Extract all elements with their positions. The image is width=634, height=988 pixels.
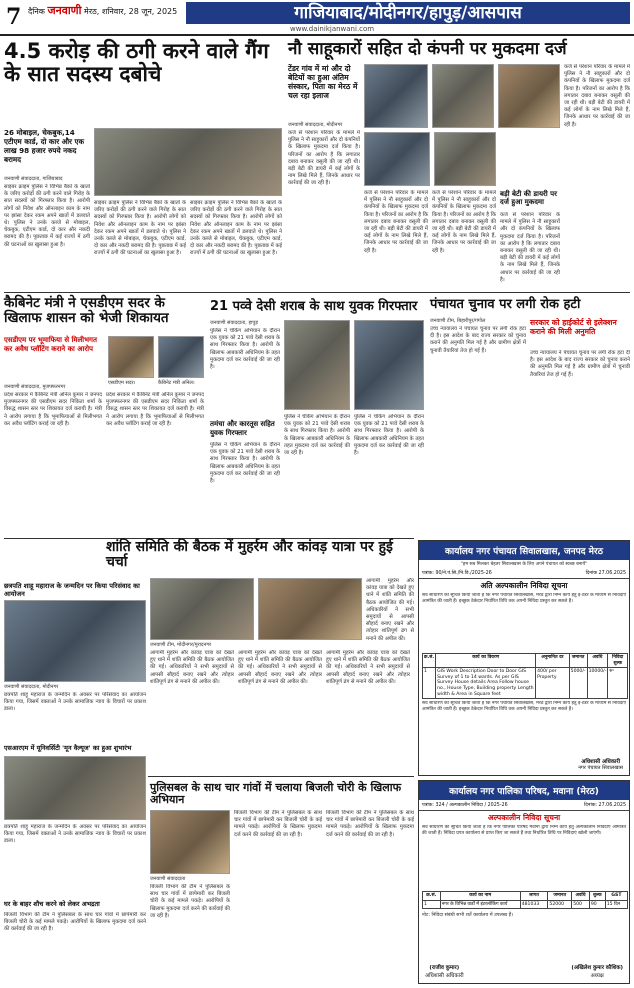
byline: जनवाणी टीम, बिहारीपुर/गंगोल — [430, 318, 486, 324]
headline: पंचायत चुनाव पर लगी रोक हटी — [430, 297, 581, 312]
subhead: एसडीएम पर भूमाफिया से मिलीभगत कर अवैध प्लॉटिंग कराने का आरोप — [4, 336, 97, 353]
byline: जनवाणी संवाददाता — [150, 876, 186, 882]
article-body: आगामी मुहर्रम और कांवड़ यात्रा को देखते हुए थाने में शांति समिति की बैठक आयोजित की गई। अधिकारियों ने सभी समुदायों से आपसी सौहार्द बनाए रखने और त्योहार शांतिपूर्ण ढंग से मनाने की अपील की। — [326, 650, 410, 685]
table-cell: 481033 — [520, 900, 548, 909]
table-row — [423, 900, 628, 909]
article-body: उच्च न्यायालय ने पंचायत चुनाव पर लगी रोक हटा दी है। इस आदेश के बाद राज्य सरकार को चुनाव कराने की अनुमति मिल गई है और ग्रामीण क्षेत्रों में चुनावी तैयारियां तेज हो गई हैं। — [530, 350, 630, 378]
byline: जनवाणी संवाददाता, हापुड़ — [210, 320, 258, 326]
minister-photo — [158, 336, 204, 378]
table-cell: 400/ per Property — [536, 668, 570, 699]
headline: शांति समिति की बैठक में मुहर्रम और कांवड़ यात्रा पर हुई चर्चा — [106, 539, 393, 571]
article-body: कर्ज से परेशान परिवार के मामले में पुलिस ने नौ साहूकारों और दो कंपनियों के खिलाफ मुकदमा दर्ज किया है। परिजनों का आरोप है कि लगातार दबाव बनाकर वसूली की जा रही थी। बड़ी बेटी की डायरी में कई लोगों के नाम लिखे मिले हैं, जिनके आधार पर कार्रवाई की जा रही है। — [564, 64, 630, 128]
news-photo — [150, 578, 254, 640]
article-body: साइबर क्राइम पुलिस ने विभिन्न बैंकों के खातों के जरिए करोड़ों की ठगी करने वाले गिरोह के सात सदस्यों को गिरफ्तार किया है। आरोपी लोगों को निवेश और ऑनलाइन काम के नाम पर झांसा देकर रकम अपने खातों में डलवाते थे। पुलिस ने उनके कब्जे से मोबाइल, चेकबुक, एटीएम कार्ड, दो कार और नकदी बरामद की है। पूछताछ में कई राज्यों में ठगी की घटनाओं का खुलासा हुआ है। — [4, 184, 90, 248]
article-body: आगामी मुहर्रम और कांवड़ यात्रा को देखते हुए थाने में शांति समिति की बैठक आयोजित की गई। अधिकारियों ने सभी समुदायों से आपसी सौहार्द बनाए रखने और त्योहार शांतिपूर्ण ढंग से मनाने की अपील की। — [366, 578, 414, 642]
photo-caption: कैबिनेट मंत्री अनिल। — [158, 380, 195, 386]
article-body: साइबर क्राइम पुलिस ने विभिन्न बैंकों के खातों के जरिए करोड़ों की ठगी करने वाले गिरोह के सात सदस्यों को गिरफ्तार किया है। आरोपी लोगों को निवेश और ऑनलाइन काम के नाम पर झांसा देकर रकम अपने खातों में डलवाते थे। पुलिस ने उनके कब्जे से मोबाइल, चेकबुक, एटीएम कार्ड, दो कार और नकदी बरामद की है। पूछताछ में कई राज्यों में ठगी की घटनाओं का खुलासा हुआ है। — [190, 200, 282, 257]
notice-subtitle: अति अल्पकालीन निविदा सूचना — [480, 581, 568, 590]
table-cell: 1 — [423, 900, 441, 909]
byline: जनवाणी संवाददाता, मुजफ्फरनगर — [4, 384, 66, 390]
table-header: जमानत — [569, 654, 587, 668]
article-body: पुलिस ने चेकिंग अभियान के दौरान एक युवक को 21 पव्वे देसी शराब के साथ गिरफ्तार किया है। आरोपी के खिलाफ आबकारी अधिनियम के तहत मुकदमा दर्ज कर कार्रवाई की जा रही है। — [284, 414, 350, 457]
article-body: कर्ज से परेशान परिवार के मामले में पुलिस ने नौ साहूकारों और दो कंपनियों के खिलाफ मुकदमा दर्ज किया है। परिजनों का आरोप है कि लगातार दबाव बनाकर वसूली की जा रही थी। बड़ी बेटी की डायरी में कई लोगों के नाम लिखे मिले हैं, जिनके आधार पर कार्रवाई की जा रही है। — [288, 130, 360, 187]
byline: जनवाणी संवाददाता, गाजियाबाद — [4, 176, 63, 182]
article-body: कर्ज से परेशान परिवार के मामले में पुलिस ने नौ साहूकारों और दो कंपनियों के खिलाफ मुकदमा दर्ज किया है। परिजनों का आरोप है कि लगातार दबाव बनाकर वसूली की जा रही थी। बड़ी बेटी की डायरी में कई लोगों के नाम लिखे मिले हैं, जिनके आधार पर कार्रवाई की जा रही है। — [364, 190, 428, 254]
signature-block — [571, 963, 623, 979]
article-body: छत्रपति शाहू महाराज के जन्मदिन के अवसर पर परिसंवाद का आयोजन किया गया, जिसमें वक्ताओं ने उनके सामाजिक न्याय के विचारों पर प्रकाश डाला। — [4, 824, 146, 845]
subhead: सरकार को हाईकोर्ट से इलेक्शन कराने की मिली अनुमति — [530, 318, 617, 336]
paper-title: जनवाणी — [47, 4, 82, 17]
headline: कैबिनेट मंत्री ने एसडीएम सदर के खिलाफ शासन को भेजी शिकायत — [4, 295, 169, 326]
signature-name: (अखिलेश कुमार कौशिक) — [571, 965, 623, 971]
table-header: अनुमानित दर — [536, 654, 570, 668]
table-cell: 52000 — [548, 900, 572, 909]
signature-org: नगर पंचायत सिवालखास — [578, 765, 623, 771]
notice-meta — [419, 800, 629, 811]
signature-role: अध्यक्ष — [590, 973, 604, 979]
signature-role: अधिशासी अधिकारी — [425, 973, 464, 979]
article-body: बिजली विभाग की टीम ने पुलिसबल के साथ चार गांवों में छापेमारी कर बिजली चोरी के कई मामले पकड़े। आरोपियों के खिलाफ मुकदमा दर्ज करने की कार्रवाई की जा रही है। — [234, 810, 322, 838]
article-body: साइबर क्राइम पुलिस ने विभिन्न बैंकों के खातों के जरिए करोड़ों की ठगी करने वाले गिरोह के सात सदस्यों को गिरफ्तार किया है। आरोपी लोगों को निवेश और ऑनलाइन काम के नाम पर झांसा देकर रकम अपने खातों में डलवाते थे। पुलिस ने उनके कब्जे से मोबाइल, चेकबुक, एटीएम कार्ड, दो कार और नकदी बरामद की है। पूछताछ में कई राज्यों में ठगी की घटनाओं का खुलासा हुआ है। — [94, 200, 186, 257]
table-row — [423, 668, 628, 699]
subhead: टेंडर गांव में मां और दो बेटियों का हुआ अंतिम संस्कार, पिता का मेरठ में चल रहा इलाज — [288, 64, 358, 100]
story-thagi — [4, 40, 282, 85]
table-header: जमानत — [548, 892, 572, 901]
article-body: पुलिस ने चेकिंग अभियान के दौरान एक युवक को 21 पव्वे देसी शराब के साथ गिरफ्तार किया है। आरोपी के खिलाफ आबकारी अधिनियम के तहत मुकदमा दर्ज कर कार्रवाई की जा रही है। — [210, 442, 280, 485]
subhead: बड़ी बेटी की डायरी पर दर्ज हुआ मुकदमा — [500, 190, 557, 206]
tender-notice-mawana — [418, 780, 630, 984]
table-header: कार्य का विवरण — [436, 654, 536, 668]
newspaper-name — [28, 6, 177, 16]
table-header-row — [423, 892, 628, 901]
news-photo — [364, 64, 428, 128]
signature-title: अधिशासी अधिकारी — [581, 759, 620, 765]
notice-note: नोट: निविदा संबंधी सभी शर्तें कार्यालय में उपलब्ध हैं। — [422, 913, 514, 919]
byline: जनवाणी संवाददाता, मोदीनगर — [288, 122, 343, 128]
headline: 4.5 करोड़ की ठगी करने वाले गैंग के सात सदस्य दबोचे — [4, 39, 269, 86]
table-cell: 5000/- — [569, 668, 587, 699]
headline: पुलिसबल के साथ चार गांवों में चलाया बिजली चोरी के खिलाफ अभियान — [150, 781, 402, 806]
table-cell: 10000/- — [587, 668, 608, 699]
article-body: पुलिस ने चेकिंग अभियान के दौरान एक युवक को 21 पव्वे देसी शराब के साथ गिरफ्तार किया है। आरोपी के खिलाफ आबकारी अधिनियम के तहत मुकदमा दर्ज कर कार्रवाई की जा रही है। — [354, 414, 424, 457]
article-body: छत्रपति शाहू महाराज के जन्मदिन के अवसर पर परिसंवाद का आयोजन किया गया, जिसमें वक्ताओं ने उनके सामाजिक न्याय के विचारों पर प्रकाश डाला। — [4, 692, 146, 713]
notice-ref: पत्रांक: 90/ने.पं.सि./नि.वि./2025-26 — [422, 571, 492, 576]
headline: 21 पव्वे देसी शराब के साथ युवक गिरफ्तार — [210, 299, 418, 314]
notice-intro: सर्व साधारण को सूचित किया जाता है कि नगर पालिका परिषद मवाना द्वारा निम्न कार्य हेतु अल्पकालीन निविदाएं आमंत्रित की जाती हैं। निविदा प्रपत्र कार्यालय से प्राप्त किए जा सकते हैं तथा निर्धारित तिथि पर निविदाएं खोली जाएंगी। — [422, 825, 626, 836]
signature-block — [425, 963, 464, 979]
news-photo — [4, 756, 146, 820]
notice-signature — [578, 757, 623, 771]
table-cell: रु॰ — [608, 668, 628, 699]
notice-meta — [419, 568, 629, 579]
table-header: अवधि — [587, 654, 608, 668]
notice-table — [422, 653, 628, 699]
section-title: गाजियाबाद/मोदीनगर/हापुड़/आसपास — [186, 2, 630, 24]
article-body: बिजली विभाग की टीम ने पुलिसबल के साथ चार गांवों में छापेमारी कर बिजली चोरी के कई मामले पकड़े। आरोपियों के खिलाफ मुकदमा दर्ज करने की कार्रवाई की जा रही है। — [326, 810, 414, 838]
article-body: कर्ज से परेशान परिवार के मामले में पुलिस ने नौ साहूकारों और दो कंपनियों के खिलाफ मुकदमा दर्ज किया है। परिजनों का आरोप है कि लगातार दबाव बनाकर वसूली की जा रही थी। बड़ी बेटी की डायरी में कई लोगों के नाम लिखे मिले हैं, जिनके आधार पर कार्रवाई की जा रही है। — [500, 212, 560, 283]
website-link[interactable]: www.dainikjanwani.com — [290, 25, 375, 33]
article-body: आगामी मुहर्रम और कांवड़ यात्रा को देखते हुए थाने में शांति समिति की बैठक आयोजित की गई। अधिकारियों ने सभी समुदायों से आपसी सौहार्द बनाए रखने और त्योहार शांतिपूर्ण ढंग से मनाने की अपील की। — [238, 650, 322, 685]
article-body: पुलिस ने चेकिंग अभियान के दौरान एक युवक को 21 पव्वे देसी शराब के साथ गिरफ्तार किया है। आरोपी के खिलाफ आबकारी अधिनियम के तहत मुकदमा दर्ज कर कार्रवाई की जा रही है। — [210, 328, 280, 371]
notice-tagline: "हम सब मिलकर बेहतर सिवालखास के लिए अपने पंचायत को स्वच्छ बनायें" — [460, 562, 588, 567]
table-cell: 1 — [423, 668, 436, 699]
table-header: निविदा शुल्क — [608, 654, 628, 668]
notice-title: कार्यालय नगर पंचायत सिवालखास, जनपद मेरठ — [419, 541, 629, 560]
notice-intro: सर्व साधारण को सूचित किया जाता है कि नगर पंचायत सिवालखास, मेरठ द्वारा निम्न कार्य हेतु ई-टेंडर के माध्यम से निविदाएं आमंत्रित की जाती हैं। इच्छुक ठेकेदार निर्धारित तिथि तक अपनी निविदा प्रस्तुत कर सकते हैं। — [422, 593, 626, 604]
article-body: आगामी मुहर्रम और कांवड़ यात्रा को देखते हुए थाने में शांति समिति की बैठक आयोजित की गई। अधिकारियों ने सभी समुदायों से आपसी सौहार्द बनाए रखने और त्योहार शांतिपूर्ण ढंग से मनाने की अपील की। — [150, 650, 234, 685]
subhead: 26 मोबाइल, चेकबुक,14 एटीएम कार्ड, दो कार और एक लाख 98 हजार रुपये नकद बरामद — [4, 128, 84, 164]
notice-terms: सर्व साधारण को सूचित किया जाता है कि नगर पंचायत सिवालखास, मेरठ द्वारा निम्न कार्य हेतु ई-टेंडर के माध्यम से निविदाएं आमंत्रित की जाती हैं। इच्छुक ठेकेदार निर्धारित तिथि तक अपनी निविदा प्रस्तुत कर सकते हैं। — [422, 701, 626, 713]
article-body: उच्च न्यायालय ने पंचायत चुनाव पर लगी रोक हटा दी है। इस आदेश के बाद राज्य सरकार को चुनाव कराने की अनुमति मिल गई है और ग्रामीण क्षेत्रों में चुनावी तैयारियां तेज हो गई हैं। — [430, 326, 526, 354]
notice-subtitle: अल्पकालीन निविदा सूचना — [487, 813, 561, 822]
paper-prefix: दैनिक — [28, 7, 45, 16]
subhead: एसआरएम में यूनिवर्सिटी 'मून वैल्यूज' का हुआ शुभारंभ — [4, 744, 132, 752]
news-photo — [432, 64, 494, 128]
sdm-photo — [108, 336, 154, 378]
tender-notice-sivalkhas — [418, 540, 630, 776]
news-photo — [284, 320, 350, 410]
notice-ref: पत्रांक: 324 / अल्पकालीन निविदा / 2025-26 — [422, 803, 508, 808]
divider — [148, 776, 414, 777]
table-header: शुल्क — [589, 892, 605, 901]
table-header: GST — [605, 892, 627, 901]
edition-date: मेरठ, शनिवार, 28 जून, 2025 — [84, 7, 178, 16]
notice-table — [422, 891, 628, 909]
news-photo — [150, 810, 230, 874]
news-photo — [434, 132, 496, 186]
article-body: बिजली विभाग की टीम ने पुलिसबल के साथ चार गांवों में छापेमारी कर बिजली चोरी के कई मामले पकड़े। आरोपियों के खिलाफ मुकदमा दर्ज करने की कार्रवाई की जा रही है। — [4, 912, 146, 933]
article-body: प्रदेश सरकार में कैबिनेट मंत्री अनिल कुमार ने जनपद मुजफ्फरनगर की एसडीएम सदर निकिता शर्मा के विरुद्ध शासन स्तर पर शिकायत दर्ज करायी है। मंत्री ने आरोप लगाया है कि भूमाफियाओं से मिलीभगत कर अवैध प्लॉटिंग कराई जा रही है। — [4, 392, 102, 427]
page-number: 7 — [6, 4, 22, 30]
table-cell: 15 दिन — [605, 900, 627, 909]
table-header: लागत — [520, 892, 548, 901]
news-photo — [258, 578, 362, 640]
headline: छत्रपति शाहू महाराज के जन्मदिन पर किया परिसंवाद का आयोजन — [4, 582, 140, 598]
subhead: तमंचा और कारतूस सहित युवक गिरफ्तार — [210, 420, 275, 437]
subhead: घर के बाहर शौच करने को लेकर अभद्रता — [4, 900, 100, 908]
table-cell: नगर के विभिन्न वार्डों में इंटरलॉकिंग कार्य — [440, 900, 520, 909]
divider — [4, 292, 630, 293]
masthead — [0, 0, 634, 36]
signature-name: (राजीव कुमार) — [429, 965, 460, 971]
article-body: प्रदेश सरकार में कैबिनेट मंत्री अनिल कुमार ने जनपद मुजफ्फरनगर की एसडीएम सदर निकिता शर्मा के विरुद्ध शासन स्तर पर शिकायत दर्ज करायी है। मंत्री ने आरोप लगाया है कि भूमाफियाओं से मिलीभगत कर अवैध प्लॉटिंग कराई जा रही है। — [106, 392, 204, 427]
notice-date: दिनांक 27.06.2025 — [585, 571, 626, 576]
photo-caption: एसडीएम सदर। — [108, 380, 136, 386]
article-body: बिजली विभाग की टीम ने पुलिसबल के साथ चार गांवों में छापेमारी कर बिजली चोरी के कई मामले पकड़े। आरोपियों के खिलाफ मुकदमा दर्ज करने की कार्रवाई की जा रही है। — [150, 884, 230, 919]
notice-signatures — [425, 963, 623, 979]
headline: नौ साहूकारों सहित दो कंपनी पर मुकदमा दर्ज — [288, 39, 567, 59]
table-header: अवधि — [572, 892, 590, 901]
table-header: क्र.सं. — [423, 892, 441, 901]
notice-title: कार्यालय नगर पालिका परिषद, मवाना (मेरठ) — [419, 781, 629, 800]
table-cell: 90 — [589, 900, 605, 909]
byline: जनवाणी संवाददाता, मोदीनगर — [4, 684, 59, 690]
article-body: कर्ज से परेशान परिवार के मामले में पुलिस ने नौ साहूकारों और दो कंपनियों के खिलाफ मुकदमा दर्ज किया है। परिजनों का आरोप है कि लगातार दबाव बनाकर वसूली की जा रही थी। बड़ी बेटी की डायरी में कई लोगों के नाम लिखे मिले हैं, जिनके आधार पर कार्रवाई की जा रही है। — [432, 190, 496, 254]
news-photo — [94, 128, 282, 196]
notice-date: दिनांक: 27.06.2025 — [584, 803, 626, 808]
table-cell: 500 — [572, 900, 590, 909]
news-photo — [354, 320, 424, 410]
table-cell: GIS Work Description Door to Door GIS Survey of 1 to 14 wards. As per GIS Survey House details Area Follow house no., House Type, Building property Length width & Area in Square feet — [436, 668, 536, 699]
table-header: कार्य का नाम — [440, 892, 520, 901]
table-header-row — [423, 654, 628, 668]
news-photo — [498, 64, 560, 128]
byline: जनवाणी टीम, मोदीनगर/मुरादनगर — [150, 642, 212, 648]
news-photo — [4, 600, 146, 682]
table-header: क्र.सं. — [423, 654, 436, 668]
news-photo — [364, 132, 430, 186]
